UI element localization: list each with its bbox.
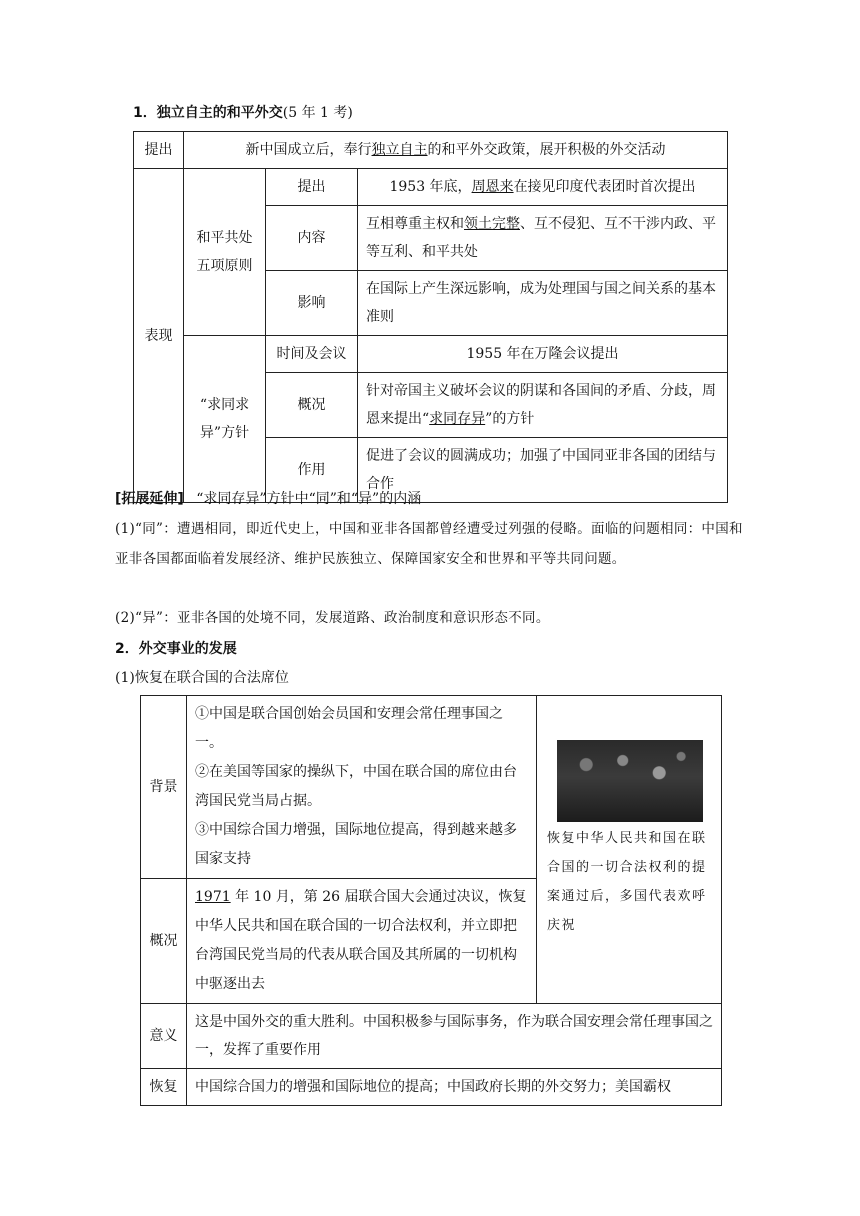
extension-p1: (1)“同”：遭遇相同，即近代史上，中国和亚非各国都曾经遭受过列强的侵略。面临的问题相同：中国和亚非各国都面临着发展经济、维护民族独立、保障国家安全和世界和平等共同问题。	[115, 521, 743, 567]
underline-lingtu: 领土完整	[464, 216, 520, 232]
underline-1971: 1971	[195, 889, 231, 905]
label-five-principles: 和平共处五项原则	[184, 169, 266, 336]
underline-duli: 独立自主	[371, 142, 428, 158]
label-biaoxian: 表现	[134, 169, 184, 503]
extension-header	[115, 488, 421, 508]
yiyi-content: 这是中国外交的重大胜利。中国积极参与国际事务，作为联合国安理会常任理事国之一，发挥了重要作用	[187, 1004, 722, 1069]
table-un-seat	[140, 695, 722, 1106]
zuoyong-content: 促进了会议的圆满成功；加强了中国同亚非各国的团结与合作	[358, 438, 728, 503]
beijing-item-1: ①中国是联合国创始会员国和安理会常任理事国之一。	[195, 706, 503, 751]
extension-p2: (2)“异”：亚非各国的处境不同，发展道路、政治制度和意识形态不同。	[115, 610, 550, 626]
section2-heading: 2．外交事业的发展	[115, 641, 237, 657]
extension-title: “求同存异”方针中“同”和“异”的内涵	[196, 491, 422, 507]
principles-tichu-content: 1953 年底，周恩来在接见印度代表团时首次提出	[358, 169, 728, 206]
section1-heading	[133, 102, 353, 122]
label-principles-tichu: 提出	[266, 169, 358, 206]
section2-sub: (1)恢复在联合国的合法席位	[115, 670, 289, 686]
time-meeting-content: 1955 年在万隆会议提出	[358, 336, 728, 373]
label-un-gaikuang: 概况	[141, 879, 187, 1004]
neirong-content: 互相尊重主权和领土完整、互不侵犯、互不干涉内政、平等互利、和平共处	[358, 206, 728, 271]
section1-note: (5 年 1 考)	[282, 105, 353, 121]
huifu-content: 中国综合国力的增强和国际地位的提高；中国政府长期的外交努力；美国霸权	[187, 1069, 722, 1106]
qiutong-gaikuang-content: 针对帝国主义破坏会议的阴谋和各国间的矛盾、分歧，周恩来提出“求同存异”的方针	[358, 373, 728, 438]
label-beijing: 背景	[141, 696, 187, 879]
label-zuoyong: 作用	[266, 438, 358, 503]
yingxiang-content: 在国际上产生深远影响，成为处理国与国之间关系的基本准则	[358, 271, 728, 336]
label-yingxiang: 影响	[266, 271, 358, 336]
label-huifu: 恢复	[141, 1069, 187, 1106]
label-yiyi: 意义	[141, 1004, 187, 1069]
un-gaikuang-content: 1971 年 10 月，第 26 届联合国大会通过决议，恢复中华人民共和国在联合国的一切合法权利，并立即把台湾国民党当局的代表从联合国及其所属的一切机构中驱逐出去	[187, 879, 537, 1004]
beijing-item-3: ③中国综合国力增强，国际地位提高，得到越来越多国家支持	[195, 822, 517, 867]
table-peaceful-diplomacy	[133, 131, 728, 503]
tichu-content: 新中国成立后，奉行独立自主的和平外交政策，展开积极的外交活动	[184, 132, 728, 169]
beijing-item-2: ②在美国等国家的操纵下，中国在联合国的席位由台湾国民党当局占据。	[195, 764, 517, 809]
un-celebration-photo	[557, 740, 703, 822]
label-neirong: 内容	[266, 206, 358, 271]
section1-title: 1．独立自主的和平外交	[133, 105, 283, 121]
label-qiutong-gaikuang: 概况	[266, 373, 358, 438]
label-tichu: 提出	[134, 132, 184, 169]
underline-zhouenlai: 周恩来	[471, 179, 514, 195]
extension-tag: [拓展延伸]	[115, 491, 184, 507]
beijing-content	[187, 696, 537, 879]
label-qiutong: “求同求异”方针	[184, 336, 266, 503]
underline-qiutongcunyi: 求同存异	[429, 411, 486, 427]
label-time-meeting: 时间及会议	[266, 336, 358, 373]
photo-cell	[537, 696, 722, 1004]
photo-caption: 恢复中华人民共和国在联合国的一切合法权利的提案通过后，多国代表欢呼庆祝	[547, 831, 707, 933]
